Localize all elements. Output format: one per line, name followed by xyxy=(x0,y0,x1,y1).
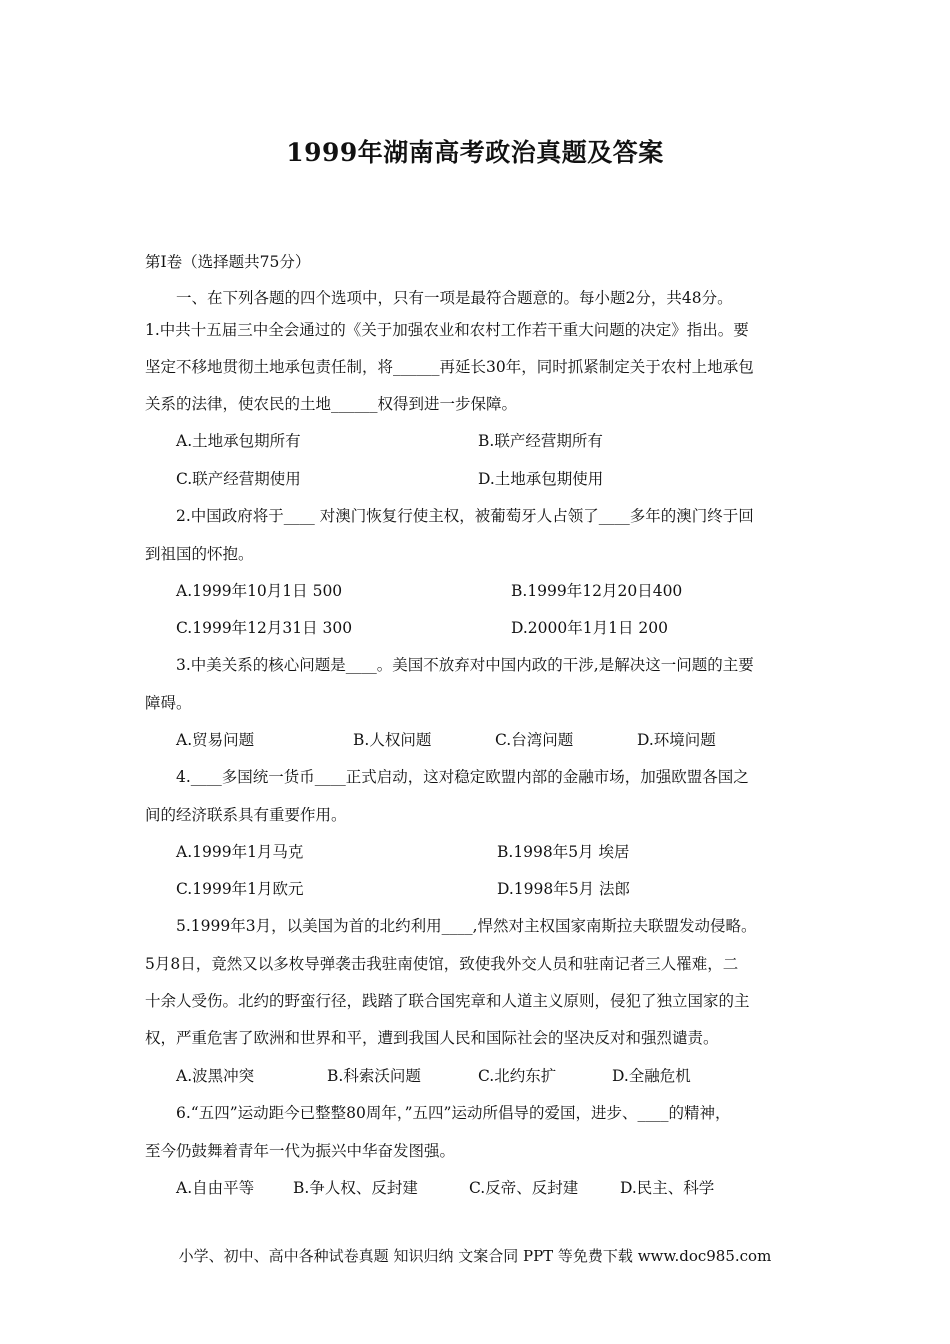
question-text-line: 坚定不移地贯彻土地承包责任制，将______再延长30年，同时抓紧制定关于农村上地承包 xyxy=(145,358,754,376)
page-footer: 小学、初中、高中各种试卷真题 知识归纳 文案合同 PPT 等免费下载 www.doc985.com xyxy=(178,1247,772,1265)
option-c: C.1999年12月31日 300 xyxy=(176,619,353,637)
option-c: C.北约东扩 xyxy=(478,1067,557,1085)
option-d: D.2000年1月1日 200 xyxy=(511,619,668,637)
question-text-line: 5.1999年3月，以美国为首的北约利用____,悍然对主权国家南斯拉夫联盟发动侵略。 xyxy=(176,917,757,935)
option-d: D.1998年5月 法郎 xyxy=(497,880,631,898)
question-text-line: 1.中共十五届三中全会通过的《关于加强农业和农村工作若干重大问题的决定》指出。要 xyxy=(145,321,749,339)
question-text-line: 2.中国政府将于____ 对澳门恢复行使主权，被葡萄牙人占领了____多年的澳门终于回 xyxy=(176,507,754,525)
question-text-line: 关系的法律，使农民的土地______权得到进一步保障。 xyxy=(145,395,518,413)
option-a: A.波黑冲突 xyxy=(176,1067,255,1085)
option-b: B.科索沃问题 xyxy=(327,1067,421,1085)
option-a: A.土地承包期所有 xyxy=(176,432,301,450)
question-text-line: 障碍。 xyxy=(145,694,192,712)
option-a: A.贸易问题 xyxy=(176,731,255,749)
section-heading: 第Ⅰ卷（选择题共75分） xyxy=(145,253,311,271)
option-b: B.联产经营期所有 xyxy=(478,432,603,450)
section-instruction: 一、在下列各题的四个选项中，只有一项是最符合题意的。每小题2分，共48分。 xyxy=(176,289,733,307)
option-c: C.1999年1月欧元 xyxy=(176,880,304,898)
option-b: B.争人权、反封建 xyxy=(293,1179,418,1197)
option-b: B.人权问题 xyxy=(353,731,432,749)
option-d: D.环境问题 xyxy=(637,731,716,749)
option-b: B.1998年5月 埃居 xyxy=(497,843,630,861)
question-text-line: 3.中美关系的核心问题是____。美国不放弃对中国内政的干涉,是解决这一问题的主要 xyxy=(176,656,754,674)
option-c: C.反帝、反封建 xyxy=(469,1179,579,1197)
question-text-line: 十余人受伤。北约的野蛮行径，践踏了联合国宪章和人道主义原则，侵犯了独立国家的主 xyxy=(145,992,750,1010)
option-c: C.台湾问题 xyxy=(495,731,574,749)
question-text-line: 到祖国的怀抱。 xyxy=(145,545,254,563)
question-text-line: 权，严重危害了欧洲和世界和平，遭到我国人民和国际社会的坚决反对和强烈谴责。 xyxy=(145,1029,719,1047)
option-a: A.自由平等 xyxy=(176,1179,255,1197)
option-b: B.1999年12月20日400 xyxy=(511,582,683,600)
option-a: A.1999年1月马克 xyxy=(176,843,304,861)
option-d: D.全融危机 xyxy=(612,1067,691,1085)
option-c: C.联产经营期使用 xyxy=(176,470,301,488)
question-text-line: 5月8日，竟然又以多枚导弹袭击我驻南使馆，致使我外交人员和驻南记者三人罹难，二 xyxy=(145,955,739,973)
page-title: 1999年湖南高考政治真题及答案 xyxy=(286,138,664,167)
option-d: D.土地承包期使用 xyxy=(478,470,604,488)
question-text-line: 4.____多国统一货币____正式启动，这对稳定欧盟内部的金融市场，加强欧盟各国之 xyxy=(176,768,749,786)
question-text-line: 间的经济联系具有重要作用。 xyxy=(145,806,347,824)
question-text-line: 6.“五四”运动距今已整整80周年，”五四”运动所倡导的爱国，进步、____的精神， xyxy=(176,1104,731,1122)
option-a: A.1999年10月1日 500 xyxy=(176,582,343,600)
option-d: D.民主、科学 xyxy=(620,1179,715,1197)
question-text-line: 至今仍鼓舞着青年一代为振兴中华奋发图强。 xyxy=(145,1142,456,1160)
